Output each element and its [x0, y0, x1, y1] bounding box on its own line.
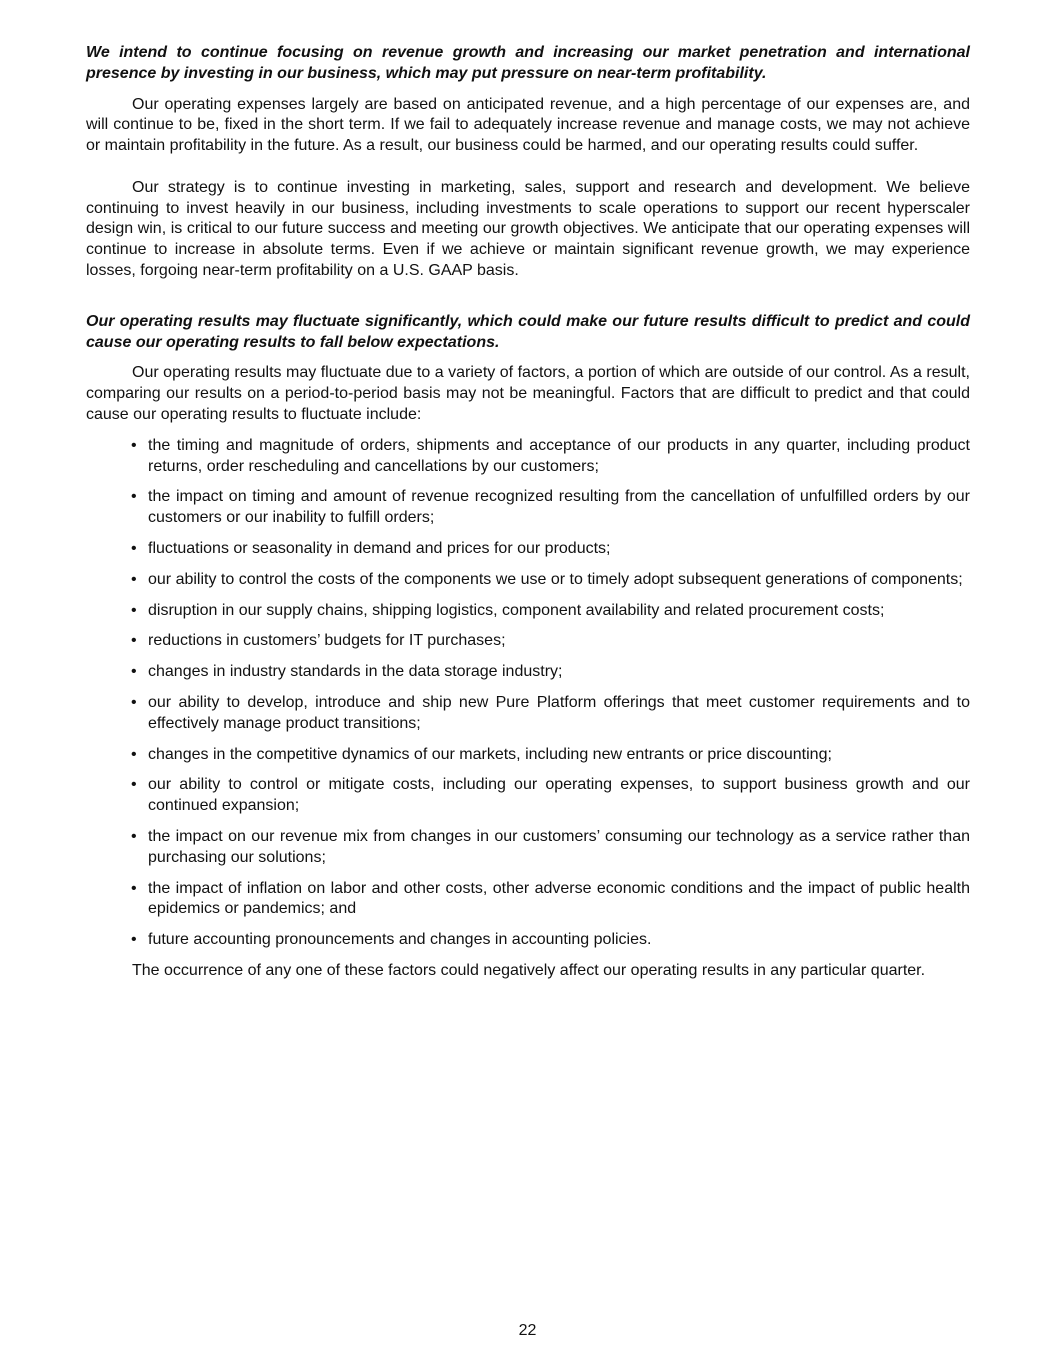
- list-item-text: our ability to control the costs of the components we use or to timely adopt subsequent generations of components;: [148, 570, 963, 588]
- list-item: [86, 827, 970, 869]
- list-item: [86, 487, 970, 529]
- list-item-text: reductions in customers’ budgets for IT purchases;: [148, 632, 506, 650]
- document-body: [86, 43, 970, 982]
- bullet-icon: •: [131, 663, 137, 681]
- list-item-text: our ability to develop, introduce and ship new Pure Platform offerings that meet customer requirements and to effectively manage product transitions;: [148, 693, 970, 732]
- paragraph: The occurrence of any one of these factors could negatively affect our operating results in any particular quarter.: [132, 961, 926, 979]
- section-heading: Our operating results may fluctuate significantly, which could make our future results difficult to predict and could cause our operating results to fall below expectations.: [86, 312, 970, 351]
- list-item-text: fluctuations or seasonality in demand and prices for our products;: [148, 539, 611, 557]
- list-item-text: the impact of inflation on labor and other costs, other adverse economic conditions and the impact of public health epidemics or pandemics; and: [148, 879, 970, 918]
- list-item: [86, 879, 970, 921]
- list-item-text: disruption in our supply chains, shipping logistics, component availability and related procurement costs;: [148, 601, 885, 619]
- paragraph: Our operating results may fluctuate due to a variety of factors, a portion of which are outside of our control. As a result, comparing our results on a period-to-period basis may not be meaningful. Factors that are difficult to predict and that could cause our operating results to fluctuate include:: [86, 364, 970, 423]
- list-item: [86, 436, 970, 478]
- list-item-text: the timing and magnitude of orders, shipments and acceptance of our products in any quarter, including product returns, order rescheduling and cancellations by our customers;: [148, 436, 970, 475]
- list-item: [86, 601, 970, 622]
- bullet-icon: •: [131, 879, 137, 897]
- list-item-text: changes in the competitive dynamics of our markets, including new entrants or price discounting;: [148, 745, 832, 763]
- list-item-text: our ability to control or mitigate costs, including our operating expenses, to support business growth and our continued expansion;: [148, 776, 970, 815]
- paragraph: Our strategy is to continue investing in marketing, sales, support and research and development. We believe continuing to invest heavily in our business, including investments to scale operations to support our recent hyperscaler design win, is critical to our future success and meeting our growth objectives. We anticipate that our operating expenses will continue to increase in absolute terms. Even if we achieve or maintain significant revenue growth, we may experience losses, forgoing near-term profitability on a U.S. GAAP basis.: [86, 178, 970, 279]
- list-item: [86, 570, 970, 591]
- list-item: [86, 662, 970, 683]
- bullet-icon: •: [131, 776, 137, 794]
- bullet-icon: •: [131, 931, 137, 949]
- list-item: [86, 930, 970, 951]
- bullet-icon: •: [131, 570, 137, 588]
- list-item: [86, 539, 970, 560]
- bullet-icon: •: [131, 601, 137, 619]
- list-item: [86, 693, 970, 735]
- list-item: [86, 775, 970, 817]
- bullet-icon: •: [131, 488, 137, 506]
- page-number: 22: [518, 1322, 537, 1339]
- paragraph: Our operating expenses largely are based on anticipated revenue, and a high percentage of our expenses are, and will continue to be, fixed in the short term. If we fail to adequately increase revenue and manage costs, we may not achieve or maintain profitability in the future. As a result, our business could be harmed, and our operating results could suffer.: [86, 95, 970, 155]
- factor-list: [86, 436, 970, 951]
- bullet-icon: •: [131, 436, 137, 454]
- list-item: [86, 631, 970, 652]
- list-item: [86, 745, 970, 766]
- section-heading: We intend to continue focusing on revenue growth and increasing our market penetration and international presence by investing in our business, which may put pressure on near-term profitability.: [86, 44, 970, 82]
- list-item-text: the impact on timing and amount of revenue recognized resulting from the cancellation of unfulfilled orders by our customers or our inability to fulfill orders;: [148, 488, 970, 527]
- bullet-icon: •: [131, 632, 137, 650]
- list-item-text: the impact on our revenue mix from changes in our customers’ consuming our technology as a service rather than purchasing our solutions;: [148, 827, 970, 866]
- bullet-icon: •: [131, 693, 137, 711]
- bullet-icon: •: [131, 827, 137, 845]
- list-item-text: changes in industry standards in the data storage industry;: [148, 663, 563, 681]
- bullet-icon: •: [131, 539, 137, 557]
- list-item-text: future accounting pronouncements and changes in accounting policies.: [148, 931, 652, 949]
- bullet-icon: •: [131, 745, 137, 763]
